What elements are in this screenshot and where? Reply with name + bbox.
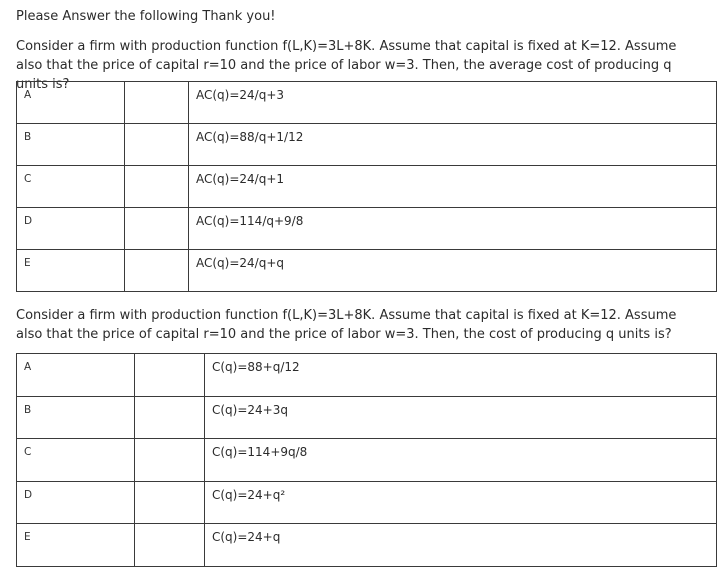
option-row-a[interactable] — [17, 354, 717, 397]
option-answer: C(q)=24+3q — [205, 396, 717, 439]
question-1-options-table — [16, 81, 717, 292]
question-2-options-table — [16, 353, 717, 567]
option-blank-cell — [135, 439, 205, 482]
option-blank-cell — [125, 250, 189, 292]
option-row-c[interactable] — [17, 166, 717, 208]
option-answer: AC(q)=88/q+1/12 — [189, 124, 717, 166]
option-letter: C — [17, 439, 135, 482]
option-row-b[interactable] — [17, 124, 717, 166]
option-letter: B — [17, 124, 125, 166]
option-answer: C(q)=88+q/12 — [205, 354, 717, 397]
option-row-c[interactable] — [17, 439, 717, 482]
option-answer: AC(q)=24/q+1 — [189, 166, 717, 208]
option-row-b[interactable] — [17, 396, 717, 439]
option-blank-cell — [125, 82, 189, 124]
option-blank-cell — [125, 166, 189, 208]
question-1-text: Consider a firm with production function f(L,K)=3L+8K. Assume that capital is fixed at K=12. Assume also that the price of capital r=10 and the price of labor w=3. Then, the average cost of producing q units is? — [16, 39, 677, 92]
option-answer: AC(q)=24/q+3 — [189, 82, 717, 124]
question-2-text: Consider a firm with production function f(L,K)=3L+8K. Assume that capital is fixed at K=12. Assume also that the price of capital r=10 and the price of labor w=3. Then, the cost of producing q units is? — [16, 308, 677, 342]
option-answer: C(q)=114+9q/8 — [205, 439, 717, 482]
option-answer: C(q)=24+q² — [205, 481, 717, 524]
option-blank-cell — [135, 396, 205, 439]
option-letter: B — [17, 396, 135, 439]
option-letter: C — [17, 166, 125, 208]
option-letter: A — [17, 82, 125, 124]
option-row-d[interactable] — [17, 208, 717, 250]
option-row-e[interactable] — [17, 250, 717, 292]
option-letter: E — [17, 250, 125, 292]
option-blank-cell — [125, 208, 189, 250]
option-row-a[interactable] — [17, 82, 717, 124]
option-letter: D — [17, 208, 125, 250]
intro-text: Please Answer the following Thank you! — [16, 9, 276, 24]
option-row-d[interactable] — [17, 481, 717, 524]
option-letter: D — [17, 481, 135, 524]
option-answer: AC(q)=24/q+q — [189, 250, 717, 292]
option-blank-cell — [135, 524, 205, 567]
option-answer: AC(q)=114/q+9/8 — [189, 208, 717, 250]
option-blank-cell — [125, 124, 189, 166]
option-letter: A — [17, 354, 135, 397]
option-blank-cell — [135, 354, 205, 397]
option-answer: C(q)=24+q — [205, 524, 717, 567]
option-row-e[interactable] — [17, 524, 717, 567]
option-blank-cell — [135, 481, 205, 524]
option-letter: E — [17, 524, 135, 567]
